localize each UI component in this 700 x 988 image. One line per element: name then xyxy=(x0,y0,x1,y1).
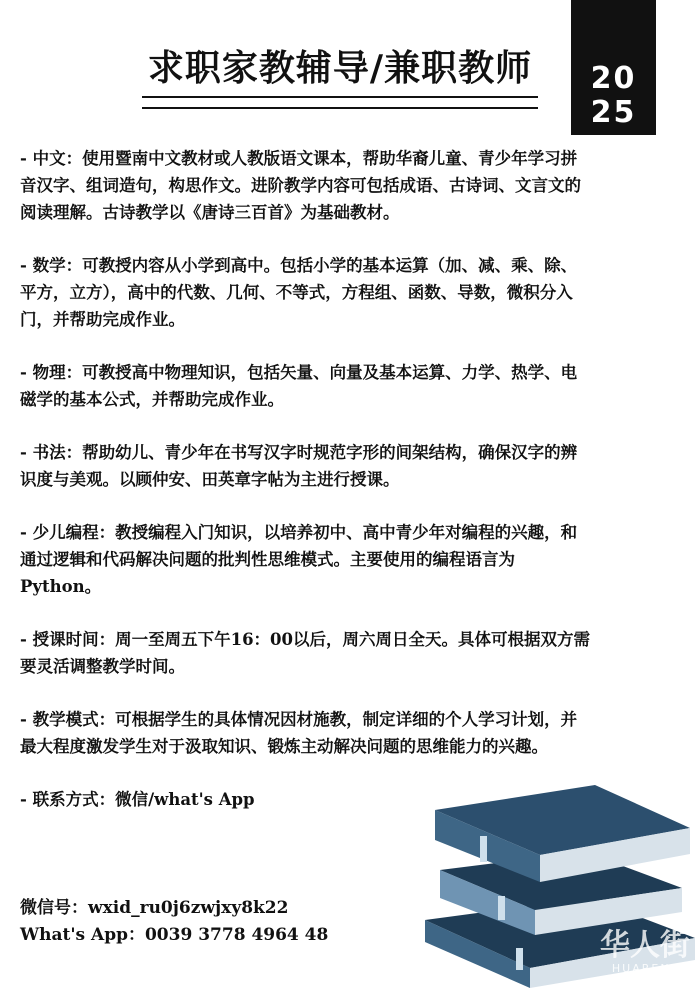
year-line-2: 25 xyxy=(590,95,637,130)
watermark-brand: 华人街 xyxy=(600,928,690,963)
contact-details xyxy=(20,895,328,949)
whatsapp-number: What's App：0039 3778 4964 48 xyxy=(20,925,329,945)
section-schedule: - 授课时间：周一至周五下午16：00以后，周六周日全天。具体可根据双方需要灵活调整教学时间。 xyxy=(20,630,591,676)
page-title: 求职家教辅导/兼职教师 xyxy=(147,48,533,89)
content-body xyxy=(20,145,590,839)
title-underline-bottom xyxy=(142,107,538,109)
section-physics: - 物理：可教授高中物理知识，包括矢量、向量及基本运算、力学、热学、电磁学的基本公式，并帮助完成作业。 xyxy=(20,363,578,409)
year-line-1: 20 xyxy=(590,61,637,96)
section-teaching-mode: - 教学模式：可根据学生的具体情况因材施教，制定详细的个人学习计划，并最大程度激发学生对于汲取知识、锻炼主动解决问题的思维能力的兴趣。 xyxy=(20,710,578,756)
section-math: - 数学：可教授内容从小学到高中。包括小学的基本运算（加、减、乘、除、平方，立方），高中的代数、几何、不等式，方程组、函数、导数，微积分入门，并帮助完成作业。 xyxy=(20,256,578,329)
watermark-latin: HUARENJIE xyxy=(611,962,690,975)
section-calligraphy: - 书法：帮助幼儿、青少年在书写汉字时规范字形的间架结构，确保汉字的辨识度与美观。以顾仲安、田英章字帖为主进行授课。 xyxy=(20,443,578,489)
wechat-id: 微信号：wxid_ru0j6zwjxy8k22 xyxy=(20,898,289,918)
year-badge xyxy=(571,0,656,135)
section-programming: - 少儿编程：教授编程入门知识，以培养初中、高中青少年对编程的兴趣，和通过逻辑和代码解决问题的批判性思维模式。主要使用的编程语言为Python。 xyxy=(20,523,578,596)
section-contact-method: - 联系方式：微信/what's App xyxy=(20,790,255,809)
watermark-logo xyxy=(540,930,690,980)
section-chinese: - 中文：使用暨南中文教材或人教版语文课本，帮助华裔儿童、青少年学习拼音汉字、组词造句，构思作文。进阶教学内容可包括成语、古诗词、文言文的阅读理解。古诗教学以《唐诗三百首》为基础教材。 xyxy=(20,149,581,222)
title-underline-top xyxy=(142,96,538,98)
